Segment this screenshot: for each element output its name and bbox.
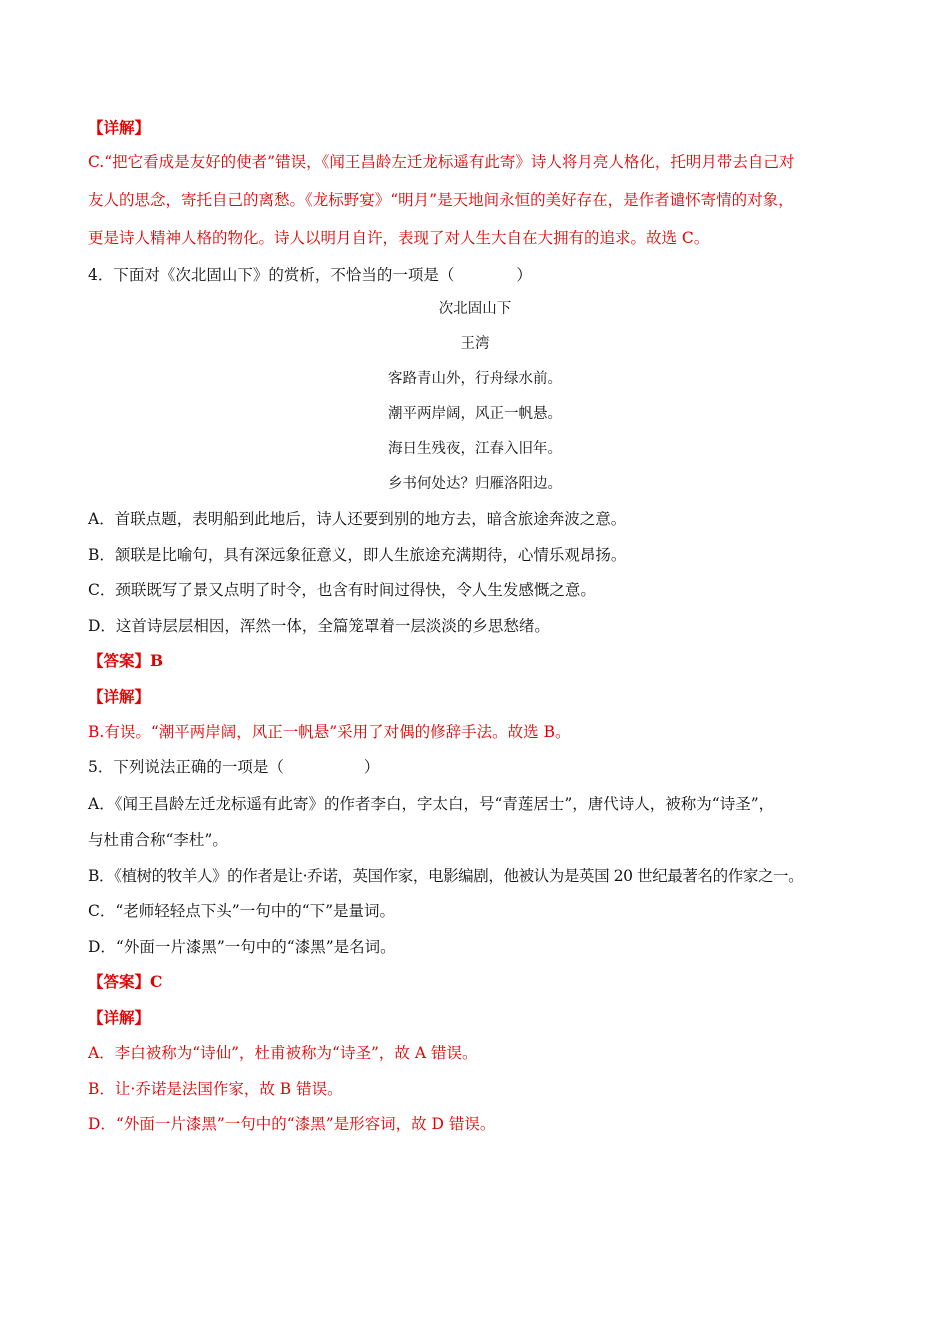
q4-stem-text: 4．下面对《次北固山下》的赏析，不恰当的一项是（ (88, 266, 455, 284)
q5-stem-text: 5．下列说法正确的一项是（ (88, 758, 284, 776)
q5-answer: 【答案】C (88, 972, 163, 991)
poem-author: 王湾 (460, 336, 490, 352)
q4-option-b: B．颔联是比喻句，具有深远象征意义，即人生旅途充满期待，心情乐观昂扬。 (88, 546, 627, 564)
q4-stem-close: ） (516, 266, 532, 284)
q4-explain: B.有误。“潮平两岸阔，风正一帆悬”采用了对偶的修辞手法。故选 B。 (88, 723, 571, 741)
q4-option-c: C．颈联既写了景又点明了时令，也含有时间过得快，令人生发感慨之意。 (88, 581, 596, 599)
poem-line: 潮平两岸阔，风正一帆悬。 (388, 406, 562, 422)
poem-line: 客路青山外，行舟绿水前。 (388, 371, 562, 387)
q4-option-a: A．首联点题，表明船到此地后，诗人还要到别的地方去，暗含旅途奔波之意。 (88, 510, 627, 528)
q4-explain-heading: 【详解】 (88, 687, 151, 706)
q5-option-a: A．《闻王昌龄左迁龙标遥有此寄》的作者李白，字太白，号“青莲居士”，唐代诗人，被称为“诗圣”， (88, 795, 775, 813)
q5-explain-heading: 【详解】 (88, 1008, 151, 1027)
q5-explain-line: A．李白被称为“诗仙”，杜甫被称为“诗圣”，故 A 错误。 (88, 1044, 478, 1062)
poem-line: 乡书何处达？归雁洛阳边。 (388, 476, 562, 492)
q5-explain-line: B．让·乔诺是法国作家，故 B 错误。 (88, 1080, 343, 1098)
q3-explain-line: 友人的思念，寄托自己的离愁。《龙标野宴》“明月”是天地间永恒的美好存在，是作者谴怀寄情的对象， (88, 191, 794, 209)
q5-option-d: D．“外面一片漆黑”一句中的“漆黑”是名词。 (88, 938, 396, 956)
q5-stem-close: ） (363, 758, 380, 776)
poem-title: 次北固山下 (438, 301, 512, 317)
q5-option-b: B．《植树的牧羊人》的作者是让·乔诺，英国作家，电影编剧，他被认为是英国 20 世纪最著名的作家之一。 (88, 867, 804, 885)
poem-line: 海日生残夜，江春入旧年。 (388, 441, 562, 457)
q5-option-c: C．“老师轻轻点下头”一句中的“下”是量词。 (88, 902, 396, 920)
q4-option-d: D．这首诗层层相因，浑然一体，全篇笼罩着一层淡淡的乡思愁绪。 (88, 617, 550, 635)
q5-stem (88, 756, 379, 778)
q5-explain-line: D．“外面一片漆黑”一句中的“漆黑”是形容词，故 D 错误。 (88, 1115, 496, 1133)
q4-stem (88, 264, 532, 286)
q3-explain-line: 更是诗人精神人格的物化。诗人以明月自许，表现了对人生大自在大拥有的追求。故选 C。 (88, 229, 710, 247)
q4-answer: 【答案】B (88, 651, 164, 670)
q3-explain-line: C.“把它看成是友好的使者”错误，《闻王昌龄左迁龙标遥有此寄》诗人将月亮人格化，托明月带去自己对 (88, 153, 795, 171)
q5-option-a-cont: 与杜甫合称“李杜”。 (88, 831, 228, 849)
q3-explain-heading: 【详解】 (88, 118, 151, 137)
